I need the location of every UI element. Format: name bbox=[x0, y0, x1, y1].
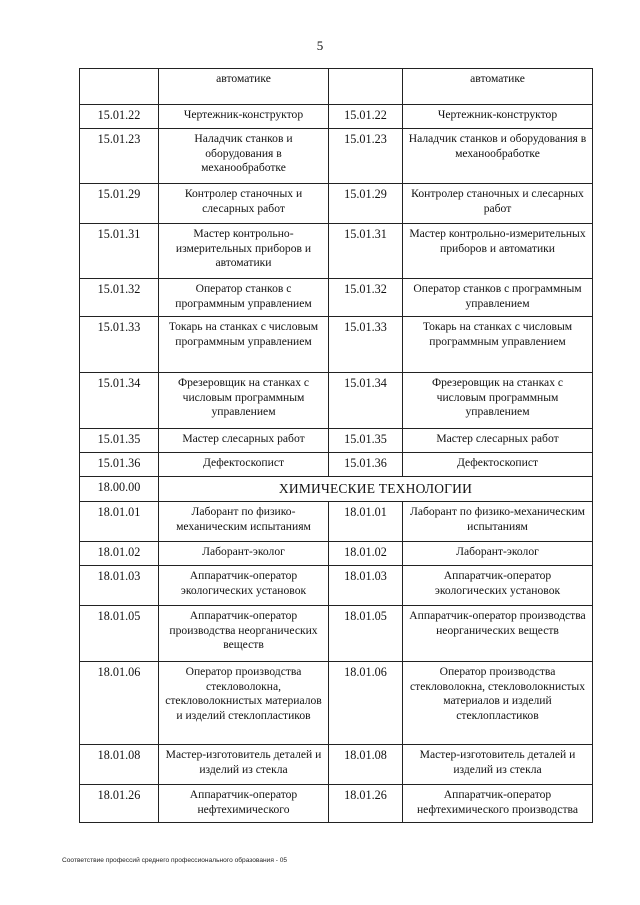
code-right-cell: 15.01.23 bbox=[329, 129, 403, 184]
table-row bbox=[80, 542, 593, 566]
name-left-cell: Аппаратчик-оператор производства неорганических веществ bbox=[159, 606, 329, 662]
name-right-cell: Оператор станков с программным управлением bbox=[403, 279, 593, 317]
name-left-cell: Дефектоскопист bbox=[159, 453, 329, 477]
name-left-cell: Чертежник-конструктор bbox=[159, 105, 329, 129]
code-right-cell: 18.01.02 bbox=[329, 542, 403, 566]
name-left-cell: Токарь на станках с числовым программным управлением bbox=[159, 317, 329, 373]
name-right-cell: автоматике bbox=[403, 69, 593, 105]
name-left-cell: Аппаратчик-оператор экологических установок bbox=[159, 566, 329, 606]
name-left-cell: Лаборант-эколог bbox=[159, 542, 329, 566]
code-right-cell: 15.01.32 bbox=[329, 279, 403, 317]
table-row bbox=[80, 224, 593, 279]
table-row bbox=[80, 317, 593, 373]
name-right-cell: Дефектоскопист bbox=[403, 453, 593, 477]
code-right-cell: 15.01.34 bbox=[329, 373, 403, 429]
code-right-cell: 18.01.06 bbox=[329, 662, 403, 745]
name-right-cell: Токарь на станках с числовым программным управлением bbox=[403, 317, 593, 373]
professions-table bbox=[79, 68, 593, 823]
name-right-cell: Аппаратчик-оператор нефтехимического производства bbox=[403, 785, 593, 823]
name-left-cell: Мастер-изготовитель деталей и изделий из стекла bbox=[159, 745, 329, 785]
code-left-cell: 18.01.03 bbox=[80, 566, 159, 606]
name-right-cell: Лаборант по физико-механическим испытаниям bbox=[403, 502, 593, 542]
code-left-cell: 15.01.35 bbox=[80, 429, 159, 453]
name-right-cell: Оператор производства стекловолокна, стекловолокнистых материалов и изделий стеклопластиков bbox=[403, 662, 593, 745]
table-row bbox=[80, 105, 593, 129]
code-right-cell: 18.01.03 bbox=[329, 566, 403, 606]
code-left-cell: 18.01.08 bbox=[80, 745, 159, 785]
code-left-cell: 18.01.06 bbox=[80, 662, 159, 745]
name-right-cell: Аппаратчик-оператор производства неорганических веществ bbox=[403, 606, 593, 662]
table-row bbox=[80, 429, 593, 453]
code-left-cell: 15.01.22 bbox=[80, 105, 159, 129]
table-row bbox=[80, 745, 593, 785]
code-right-cell: 15.01.29 bbox=[329, 184, 403, 224]
name-right-cell: Чертежник-конструктор bbox=[403, 105, 593, 129]
page-number: 5 bbox=[316, 38, 324, 53]
section-code: 18.00.00 bbox=[80, 477, 159, 502]
code-left-cell bbox=[80, 69, 159, 105]
code-left-cell: 15.01.23 bbox=[80, 129, 159, 184]
code-right-cell: 18.01.08 bbox=[329, 745, 403, 785]
name-left-cell: Оператор станков с программным управлением bbox=[159, 279, 329, 317]
code-left-cell: 18.01.02 bbox=[80, 542, 159, 566]
code-right-cell: 18.01.05 bbox=[329, 606, 403, 662]
section-title: ХИМИЧЕСКИЕ ТЕХНОЛОГИИ bbox=[159, 477, 593, 502]
name-left-cell: Наладчик станков и оборудования в механообработке bbox=[159, 129, 329, 184]
name-left-cell: Аппаратчик-оператор нефтехимического bbox=[159, 785, 329, 823]
footer-text: Соответствие профессий среднего профессионального образования - 05 bbox=[62, 857, 288, 864]
code-left-cell: 15.01.33 bbox=[80, 317, 159, 373]
code-left-cell: 15.01.32 bbox=[80, 279, 159, 317]
table-row bbox=[80, 453, 593, 477]
name-left-cell: Мастер слесарных работ bbox=[159, 429, 329, 453]
code-left-cell: 15.01.34 bbox=[80, 373, 159, 429]
code-left-cell: 15.01.36 bbox=[80, 453, 159, 477]
code-left-cell: 15.01.31 bbox=[80, 224, 159, 279]
name-right-cell: Фрезеровщик на станках с числовым программным управлением bbox=[403, 373, 593, 429]
code-right-cell: 15.01.35 bbox=[329, 429, 403, 453]
name-right-cell: Лаборант-эколог bbox=[403, 542, 593, 566]
code-left-cell: 18.01.01 bbox=[80, 502, 159, 542]
code-right-cell: 15.01.31 bbox=[329, 224, 403, 279]
code-left-cell: 18.01.26 bbox=[80, 785, 159, 823]
name-right-cell: Аппаратчик-оператор экологических установок bbox=[403, 566, 593, 606]
table-row bbox=[80, 184, 593, 224]
code-right-cell: 18.01.01 bbox=[329, 502, 403, 542]
name-left-cell: Фрезеровщик на станках с числовым программным управлением bbox=[159, 373, 329, 429]
code-left-cell: 18.01.05 bbox=[80, 606, 159, 662]
table-row bbox=[80, 279, 593, 317]
table-row bbox=[80, 129, 593, 184]
table-row bbox=[80, 373, 593, 429]
code-right-cell: 15.01.36 bbox=[329, 453, 403, 477]
table-row bbox=[80, 69, 593, 105]
name-right-cell: Наладчик станков и оборудования в механообработке bbox=[403, 129, 593, 184]
name-left-cell: автоматике bbox=[159, 69, 329, 105]
name-right-cell: Мастер-изготовитель деталей и изделий из стекла bbox=[403, 745, 593, 785]
name-left-cell: Оператор производства стекловолокна, стекловолокнистых материалов и изделий стеклопластиков bbox=[159, 662, 329, 745]
section-row bbox=[80, 477, 593, 502]
code-right-cell bbox=[329, 69, 403, 105]
table-row bbox=[80, 785, 593, 823]
name-right-cell: Мастер слесарных работ bbox=[403, 429, 593, 453]
name-right-cell: Контролер станочных и слесарных работ bbox=[403, 184, 593, 224]
table-row bbox=[80, 662, 593, 745]
table-row bbox=[80, 566, 593, 606]
name-left-cell: Лаборант по физико-механическим испытаниям bbox=[159, 502, 329, 542]
name-left-cell: Контролер станочных и слесарных работ bbox=[159, 184, 329, 224]
table-row bbox=[80, 502, 593, 542]
name-left-cell: Мастер контрольно-измерительных приборов и автоматики bbox=[159, 224, 329, 279]
code-left-cell: 15.01.29 bbox=[80, 184, 159, 224]
code-right-cell: 15.01.33 bbox=[329, 317, 403, 373]
name-right-cell: Мастер контрольно-измерительных приборов и автоматики bbox=[403, 224, 593, 279]
table-row bbox=[80, 606, 593, 662]
code-right-cell: 18.01.26 bbox=[329, 785, 403, 823]
code-right-cell: 15.01.22 bbox=[329, 105, 403, 129]
